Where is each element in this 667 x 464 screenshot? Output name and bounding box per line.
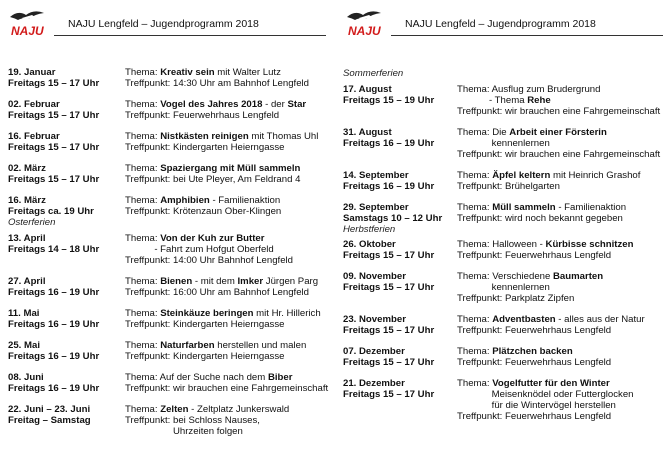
- entry-date: [8, 163, 122, 185]
- entry-time-line: Freitags 16 – 19 Uhr: [343, 138, 435, 149]
- program-entry: [343, 84, 665, 117]
- highlight-text: Kürbisse schnitzen: [545, 239, 634, 250]
- entry-time-line: Freitags 15 – 17 Uhr: [8, 174, 100, 185]
- header-rule: [391, 35, 663, 36]
- entry-details: [125, 276, 330, 298]
- entry-detail-line: [457, 389, 665, 400]
- entry-date-line: 26. Oktober: [343, 239, 396, 250]
- entry-details: [125, 67, 330, 89]
- detail-text: Thema: Auf der Suche nach dem: [125, 372, 268, 383]
- entry-date-line: 07. Dezember: [343, 346, 405, 357]
- entry-time-line: Freitags 15 – 17 Uhr: [8, 110, 100, 121]
- entry-detail-line: [125, 276, 330, 287]
- entry-date: [343, 271, 457, 293]
- detail-text: Treffpunkt: wir brauchen eine Fahrgemeinschaft: [125, 383, 329, 394]
- detail-text: mit Hr. Hillerich: [253, 308, 321, 319]
- entry-detail-line: [457, 378, 665, 389]
- entry-detail-line: [125, 78, 330, 89]
- entry-detail-line: [125, 351, 330, 362]
- entry-date: [8, 233, 122, 255]
- detail-text: Treffpunkt: 14:30 Uhr am Bahnhof Lengfeld: [125, 78, 310, 89]
- entry-date-line: 17. August: [343, 84, 392, 95]
- entry-detail-line: [457, 202, 665, 213]
- program-entry: [343, 346, 665, 368]
- entry-date: [8, 404, 122, 426]
- entry-details: [457, 239, 665, 261]
- detail-text: - alles aus der Natur: [555, 314, 645, 325]
- entry-detail-line: [457, 95, 665, 106]
- entry-date-line: 11. Mai: [8, 308, 40, 319]
- highlight-text: Arbeit einer Försterin: [509, 127, 607, 138]
- detail-text: Thema:: [125, 195, 161, 206]
- detail-text: Thema:: [125, 308, 161, 319]
- entry-details: [125, 308, 330, 330]
- entry-detail-line: [125, 319, 330, 330]
- detail-text: Thema:: [125, 67, 161, 78]
- header-title: NAJU Lengfeld – Jugendprogramm 2018: [405, 18, 596, 30]
- detail-text: - Familienaktion: [555, 202, 627, 213]
- detail-text: Treffpunkt: 16:00 Uhr am Bahnhof Lengfeld: [125, 287, 310, 298]
- detail-text: - Thema: [457, 95, 528, 106]
- entry-details: [457, 84, 665, 117]
- highlight-text: Steinkäuze beringen: [160, 308, 254, 319]
- entry-details: [125, 131, 330, 153]
- entry-time-line: Freitags 15 – 17 Uhr: [343, 325, 435, 336]
- detail-text: Treffpunkt: bei Ute Pleyer, Am Feldrand 4: [125, 174, 301, 185]
- detail-text: für die Wintervögel herstellen: [457, 400, 616, 411]
- entry-detail-line: [457, 138, 665, 149]
- detail-text: kennenlernen: [457, 282, 550, 293]
- highlight-text: Vogelfutter für den Winter: [492, 378, 610, 389]
- highlight-text: Baumarten: [553, 271, 604, 282]
- entry-detail-line: [457, 149, 665, 160]
- entry-time-line: Freitags 16 – 19 Uhr: [8, 383, 100, 394]
- detail-text: Treffpunkt: 14:00 Uhr Bahnhof Lengfeld: [125, 255, 294, 266]
- detail-text: Uhrzeiten folgen: [125, 426, 243, 437]
- detail-text: Treffpunkt: wir brauchen eine Fahrgemeinschaft: [457, 149, 661, 160]
- program-entry: [343, 127, 665, 160]
- entry-details: [457, 314, 665, 336]
- highlight-text: Von der Kuh zur Butter: [160, 233, 265, 244]
- entry-time-line: Freitags 15 – 17 Uhr: [343, 250, 435, 261]
- highlight-text: Biber: [267, 372, 293, 383]
- entry-time-line: Samstags 10 – 12 Uhr: [343, 213, 443, 224]
- detail-text: - Familienaktion: [209, 195, 281, 206]
- program-entry: [343, 271, 665, 304]
- highlight-text: Star: [287, 99, 307, 110]
- entry-detail-line: [457, 170, 665, 181]
- detail-text: Thema:: [457, 314, 493, 325]
- entry-details: [125, 99, 330, 121]
- highlight-text: Vogel des Jahres 2018: [160, 99, 263, 110]
- program-entry: [8, 195, 330, 217]
- entry-date-line: 27. April: [8, 276, 46, 287]
- entry-details: [125, 372, 330, 394]
- entry-date-line: 16. Februar: [8, 131, 60, 142]
- entry-detail-line: [125, 142, 330, 153]
- program-entry: [343, 170, 665, 192]
- entry-time-line: Freitags 15 – 17 Uhr: [8, 142, 100, 153]
- program-entry: [8, 99, 330, 121]
- highlight-text: Kreativ sein: [160, 67, 215, 78]
- entry-details: [125, 233, 330, 266]
- detail-text: Jürgen Parg: [263, 276, 319, 287]
- entry-detail-line: [125, 206, 330, 217]
- detail-text: kennenlernen: [457, 138, 550, 149]
- detail-text: herstellen und malen: [214, 340, 307, 351]
- entry-time-line: Freitag – Samstag: [8, 415, 91, 426]
- detail-text: mit Walter Lutz: [214, 67, 281, 78]
- entry-details: [457, 127, 665, 160]
- entry-detail-line: [457, 400, 665, 411]
- highlight-text: Müll sammeln: [492, 202, 556, 213]
- entry-detail-line: [125, 404, 330, 415]
- entry-details: [457, 170, 665, 192]
- entry-date-line: 13. April: [8, 233, 46, 244]
- program-entry: [8, 233, 330, 266]
- naju-logo-icon: [345, 8, 385, 38]
- section-heading: Sommerferien: [343, 68, 404, 79]
- entry-date: [343, 239, 457, 261]
- section-heading: Herbstferien: [343, 224, 396, 235]
- entry-time-line: Freitags 15 – 17 Uhr: [343, 282, 435, 293]
- entry-detail-line: [125, 255, 330, 266]
- entry-detail-line: [457, 357, 665, 368]
- entry-date-line: 29. September: [343, 202, 409, 213]
- program-entry: [8, 404, 330, 437]
- highlight-text: Amphibien: [160, 195, 210, 206]
- highlight-text: Zelten: [160, 404, 189, 415]
- entry-detail-line: [457, 314, 665, 325]
- detail-text: Treffpunkt: wir brauchen eine Fahrgemeinschaft: [457, 106, 661, 117]
- detail-text: Thema: Halloween -: [457, 239, 546, 250]
- entry-details: [457, 202, 665, 224]
- detail-text: Treffpunkt: bei Schloss Nauses,: [125, 415, 260, 426]
- entry-detail-line: [457, 346, 665, 357]
- entry-date: [8, 99, 122, 121]
- entry-detail-line: [125, 244, 330, 255]
- program-entry: [343, 239, 665, 261]
- entry-detail-line: [125, 99, 330, 110]
- entry-time-line: Freitags 15 – 17 Uhr: [8, 78, 100, 89]
- entry-detail-line: [125, 372, 330, 383]
- entry-details: [457, 271, 665, 304]
- entry-date: [343, 378, 457, 400]
- entry-detail-line: [125, 131, 330, 142]
- entry-detail-line: [125, 195, 330, 206]
- entry-detail-line: [125, 67, 330, 78]
- detail-text: Treffpunkt: Feuerwehrhaus Lengfeld: [125, 110, 280, 121]
- entry-date: [343, 127, 457, 149]
- entry-date: [343, 202, 457, 224]
- entry-date-line: 31. August: [343, 127, 392, 138]
- entry-date: [8, 372, 122, 394]
- highlight-text: Adventbasten: [492, 314, 556, 325]
- highlight-text: Plätzchen backen: [492, 346, 573, 357]
- entry-time-line: Freitags 15 – 17 Uhr: [343, 389, 435, 400]
- detail-text: Thema:: [125, 276, 161, 287]
- highlight-text: Nistkästen reinigen: [160, 131, 249, 142]
- entry-detail-line: [125, 383, 330, 394]
- page-right: [337, 0, 667, 464]
- highlight-text: Äpfel keltern: [492, 170, 551, 181]
- entry-detail-line: [457, 106, 665, 117]
- entry-detail-line: [457, 293, 665, 304]
- detail-text: Thema:: [457, 378, 493, 389]
- detail-text: Thema:: [457, 346, 493, 357]
- detail-text: Treffpunkt: Brühelgarten: [457, 181, 560, 192]
- entry-detail-line: [457, 282, 665, 293]
- header-left: [8, 8, 326, 40]
- program-list-right: [343, 68, 665, 422]
- entry-time-line: Freitags 16 – 19 Uhr: [8, 319, 100, 330]
- logo-text: NAJU: [11, 24, 44, 38]
- entry-detail-line: [457, 271, 665, 282]
- entry-date: [8, 131, 122, 153]
- entry-date-line: 19. Januar: [8, 67, 56, 78]
- entry-date-line: 25. Mai: [8, 340, 40, 351]
- detail-text: Thema:: [125, 404, 161, 415]
- highlight-text: Rehe: [527, 95, 551, 106]
- entry-date: [8, 308, 122, 330]
- entry-time-line: Freitags 16 – 19 Uhr: [8, 287, 100, 298]
- program-entry: [343, 378, 665, 422]
- entry-date: [343, 84, 457, 106]
- entry-detail-line: [457, 325, 665, 336]
- detail-text: Thema:: [125, 233, 161, 244]
- program-entry: [343, 202, 665, 224]
- detail-text: Treffpunkt: Kindergarten Heierngasse: [125, 319, 285, 330]
- section-heading: Osterferien: [8, 217, 56, 228]
- entry-time-line: Freitags 15 – 19 Uhr: [343, 95, 435, 106]
- detail-text: - der: [262, 99, 288, 110]
- detail-text: Thema: Ausflug zum Brudergrund: [457, 84, 601, 95]
- header-right: [345, 8, 663, 40]
- entry-date: [343, 314, 457, 336]
- entry-time-line: Freitags 15 – 17 Uhr: [343, 357, 435, 368]
- entry-date-line: 16. März: [8, 195, 46, 206]
- entry-date: [343, 346, 457, 368]
- detail-text: Thema: Die: [457, 127, 510, 138]
- entry-detail-line: [125, 308, 330, 319]
- entry-details: [125, 195, 330, 217]
- entry-detail-line: [457, 239, 665, 250]
- entry-time-line: Freitags ca. 19 Uhr: [8, 206, 94, 217]
- program-entry: [8, 308, 330, 330]
- detail-text: Treffpunkt: Kindergarten Heierngasse: [125, 142, 285, 153]
- entry-date: [8, 195, 122, 217]
- detail-text: Thema:: [457, 170, 493, 181]
- detail-text: - mit dem: [192, 276, 238, 287]
- entry-date: [8, 67, 122, 89]
- header-rule: [54, 35, 326, 36]
- entry-detail-line: [457, 411, 665, 422]
- entry-date-line: 14. September: [343, 170, 409, 181]
- detail-text: Thema:: [125, 99, 161, 110]
- entry-time-line: Freitags 14 – 18 Uhr: [8, 244, 100, 255]
- detail-text: - Fahrt zum Hofgut Oberfeld: [125, 244, 274, 255]
- highlight-text: Imker: [237, 276, 264, 287]
- entry-detail-line: [125, 340, 330, 351]
- detail-text: Treffpunkt: Feuerwehrhaus Lengfeld: [457, 325, 612, 336]
- naju-logo-icon: [8, 8, 48, 38]
- detail-text: Treffpunkt: Feuerwehrhaus Lengfeld: [457, 250, 612, 261]
- entry-details: [457, 378, 665, 422]
- detail-text: Thema:: [457, 202, 493, 213]
- detail-text: Treffpunkt: Krötenzaun Ober-Klingen: [125, 206, 282, 217]
- entry-date-line: 22. Juni – 23. Juni: [8, 404, 91, 415]
- entry-detail-line: [457, 213, 665, 224]
- entry-detail-line: [125, 110, 330, 121]
- entry-date-line: 09. November: [343, 271, 406, 282]
- entry-date-line: 08. Juni: [8, 372, 44, 383]
- entry-detail-line: [125, 415, 330, 426]
- entry-detail-line: [125, 174, 330, 185]
- entry-time-line: Freitags 16 – 19 Uhr: [8, 351, 100, 362]
- logo-text: NAJU: [348, 24, 381, 38]
- page-left: [0, 0, 330, 464]
- entry-details: [125, 340, 330, 362]
- program-entry: [8, 276, 330, 298]
- detail-text: Thema:: [125, 163, 161, 174]
- entry-date-line: 02. Februar: [8, 99, 60, 110]
- entry-date: [8, 276, 122, 298]
- entry-date-line: 02. März: [8, 163, 46, 174]
- entry-detail-line: [457, 181, 665, 192]
- program-entry: [8, 67, 330, 89]
- entry-details: [125, 163, 330, 185]
- entry-detail-line: [457, 250, 665, 261]
- detail-text: mit Thomas Uhl: [248, 131, 319, 142]
- entry-time-line: Freitags 16 – 19 Uhr: [343, 181, 435, 192]
- program-entry: [8, 372, 330, 394]
- entry-date: [8, 340, 122, 362]
- detail-text: mit Heinrich Grashof: [550, 170, 641, 181]
- detail-text: Thema:: [125, 131, 161, 142]
- program-entry: [343, 314, 665, 336]
- detail-text: Meisenknödel oder Futterglocken: [457, 389, 634, 400]
- entry-date-line: 23. November: [343, 314, 406, 325]
- entry-detail-line: [125, 287, 330, 298]
- detail-text: Thema: Verschiedene: [457, 271, 553, 282]
- detail-text: Treffpunkt: Parkplatz Zipfen: [457, 293, 575, 304]
- entry-detail-line: [457, 127, 665, 138]
- detail-text: Treffpunkt: Feuerwehrhaus Lengfeld: [457, 411, 612, 422]
- highlight-text: Spaziergang mit Müll sammeln: [160, 163, 301, 174]
- header-title: NAJU Lengfeld – Jugendprogramm 2018: [68, 18, 259, 30]
- detail-text: Treffpunkt: wird noch bekannt gegeben: [457, 213, 623, 224]
- entry-detail-line: [457, 84, 665, 95]
- program-entry: [8, 163, 330, 185]
- detail-text: - Zeltplatz Junkerswald: [188, 404, 290, 415]
- highlight-text: Naturfarben: [160, 340, 215, 351]
- detail-text: Treffpunkt: Kindergarten Heierngasse: [125, 351, 285, 362]
- entry-details: [125, 404, 330, 437]
- entry-date: [343, 170, 457, 192]
- program-entry: [8, 131, 330, 153]
- entry-detail-line: [125, 163, 330, 174]
- program-entry: [8, 340, 330, 362]
- entry-detail-line: [125, 233, 330, 244]
- detail-text: Treffpunkt: Feuerwehrhaus Lengfeld: [457, 357, 612, 368]
- detail-text: Thema:: [125, 340, 161, 351]
- entry-date-line: 21. Dezember: [343, 378, 405, 389]
- entry-details: [457, 346, 665, 368]
- entry-detail-line: [125, 426, 330, 437]
- program-list-left: [8, 67, 330, 437]
- highlight-text: Bienen: [160, 276, 193, 287]
